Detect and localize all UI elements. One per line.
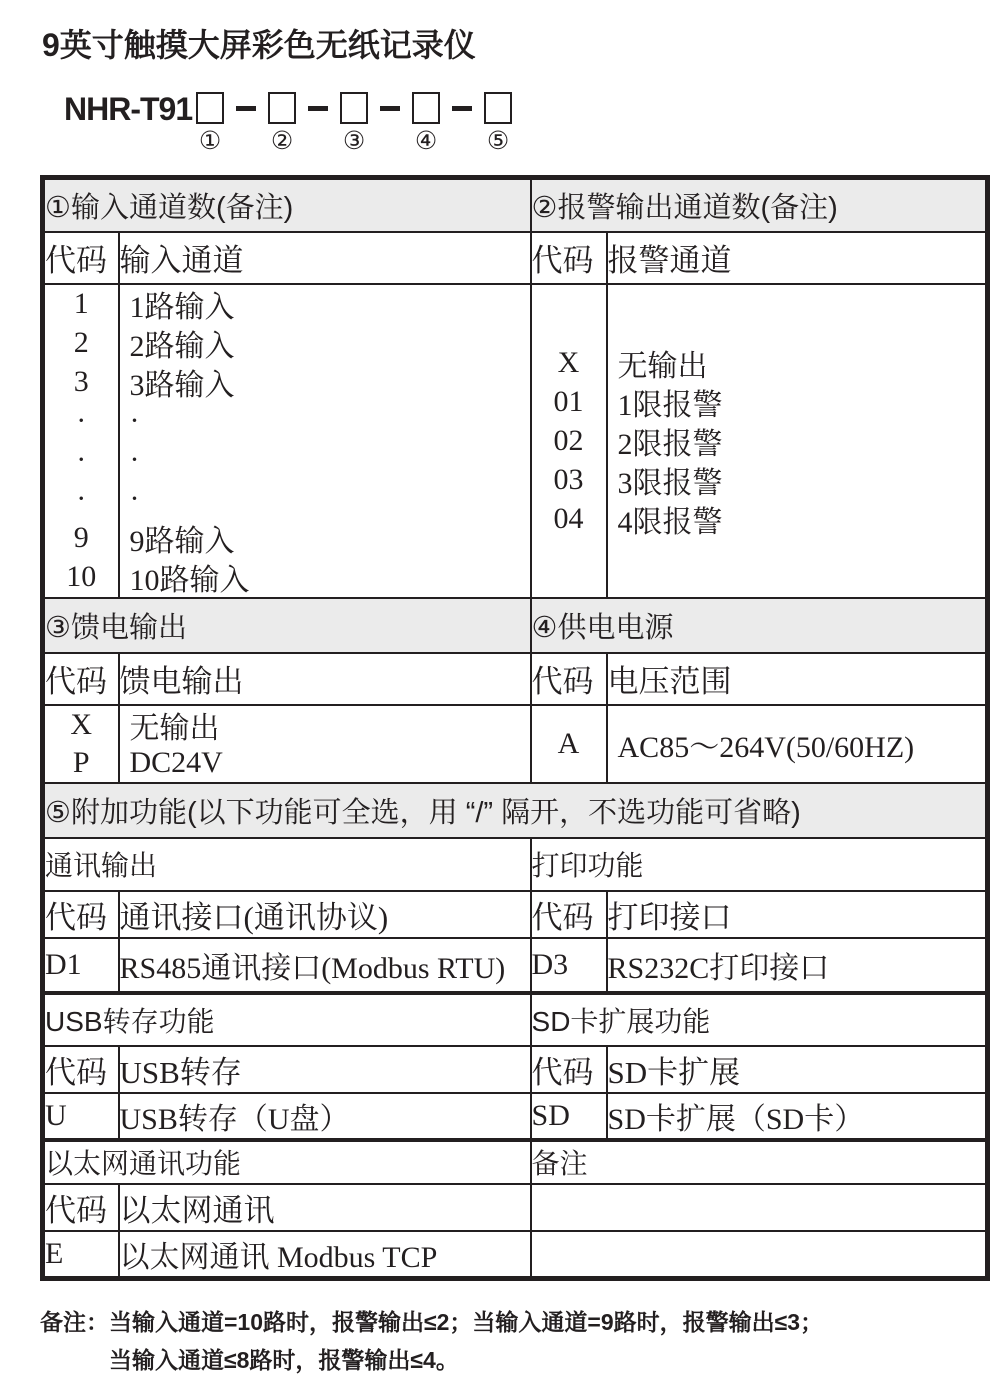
print-code: D3 bbox=[531, 938, 607, 993]
slot-number-4: ④ bbox=[414, 128, 438, 155]
usb-col-desc: USB转存 bbox=[119, 1046, 531, 1093]
sd-code: SD bbox=[531, 1093, 607, 1140]
footnote-lines bbox=[109, 1303, 823, 1379]
usb-subheader: USB转存功能 bbox=[43, 993, 531, 1046]
print-col-code: 代码 bbox=[531, 891, 607, 938]
remark-empty-cell bbox=[531, 1184, 988, 1231]
model-slot-2 bbox=[268, 92, 296, 155]
table-cell: 4限报警 bbox=[617, 505, 723, 539]
table-cell: 03 bbox=[553, 462, 584, 496]
section2-header: ②报警输出通道数(备注) bbox=[531, 178, 988, 232]
table-cell: 2限报警 bbox=[617, 427, 723, 461]
slot-number-3: ③ bbox=[342, 128, 366, 155]
page-title: 9英寸触摸大屏彩色无纸记录仪 bbox=[42, 27, 476, 63]
table-cell: 1限报警 bbox=[617, 388, 723, 422]
eth-code: E bbox=[43, 1231, 119, 1279]
footnote-label: 备注： bbox=[40, 1309, 109, 1335]
table-cell: 1路输入 bbox=[129, 291, 235, 324]
comm-code: D1 bbox=[43, 938, 119, 993]
sd-col-desc: SD卡扩展 bbox=[607, 1046, 988, 1093]
s1-descs-cell bbox=[119, 284, 531, 598]
ellipsis-dot: · bbox=[129, 482, 140, 515]
s4-codes-cell bbox=[531, 705, 607, 783]
dash-separator bbox=[380, 106, 400, 111]
ellipsis-dot: · bbox=[76, 443, 87, 476]
table-cell: A bbox=[557, 726, 580, 760]
model-slot-4 bbox=[412, 92, 440, 155]
footnote-line-1: 当输入通道=10路时，报警输出≤2；当输入通道=9路时，报警输出≤3； bbox=[109, 1309, 824, 1335]
s2-codes-cell bbox=[531, 284, 607, 598]
s4-descs-cell bbox=[607, 705, 988, 783]
dash-separator bbox=[452, 106, 472, 111]
print-desc: RS232C打印接口 bbox=[607, 938, 988, 993]
s3-col-desc: 馈电输出 bbox=[119, 653, 531, 705]
table-cell: 04 bbox=[553, 501, 584, 535]
usb-desc: USB转存（U盘） bbox=[119, 1093, 531, 1140]
s2-col-desc: 报警通道 bbox=[607, 232, 988, 284]
sd-subheader: SD卡扩展功能 bbox=[531, 993, 988, 1046]
model-slot-5 bbox=[484, 92, 512, 155]
s4-col-desc: 电压范围 bbox=[607, 653, 988, 705]
table-cell: 无输出 bbox=[617, 349, 708, 383]
ethernet-subheader: 以太网通讯功能 bbox=[43, 1140, 531, 1184]
table-cell: 9路输入 bbox=[129, 525, 235, 558]
sd-desc: SD卡扩展（SD卡） bbox=[607, 1093, 988, 1140]
table-cell: DC24V bbox=[129, 745, 223, 779]
s2-col-code: 代码 bbox=[531, 232, 607, 284]
table-cell: 10路输入 bbox=[129, 564, 250, 597]
comm-desc: RS485通讯接口(Modbus RTU) bbox=[119, 938, 531, 993]
section1-header: ①输入通道数(备注) bbox=[43, 178, 531, 232]
s1-col-code: 代码 bbox=[43, 232, 119, 284]
model-slot-box bbox=[268, 92, 296, 124]
model-slot-1 bbox=[196, 92, 224, 155]
slot-number-5: ⑤ bbox=[486, 128, 510, 155]
eth-col-desc: 以太网通讯 bbox=[119, 1184, 531, 1231]
eth-desc: 以太网通讯 Modbus TCP bbox=[119, 1231, 531, 1279]
table-cell: 9 bbox=[73, 521, 89, 554]
ellipsis-dot: · bbox=[76, 404, 87, 437]
s1-col-desc: 输入通道 bbox=[119, 232, 531, 284]
s3-codes-cell bbox=[43, 705, 119, 783]
section4-header: ④供电电源 bbox=[531, 598, 988, 653]
model-prefix: NHR-T91 bbox=[64, 91, 193, 127]
table-cell: 10 bbox=[66, 560, 97, 593]
slot-number-1: ① bbox=[198, 128, 222, 155]
section5-header: ⑤附加功能(以下功能可全选，用 “/” 隔开，不选功能可省略) bbox=[43, 783, 988, 838]
slot-number-2: ② bbox=[270, 128, 294, 155]
section3-header: ③馈电输出 bbox=[43, 598, 531, 653]
comm-col-code: 代码 bbox=[43, 891, 119, 938]
ellipsis-dot: · bbox=[129, 404, 140, 437]
dash-separator bbox=[236, 106, 256, 111]
comm-subheader: 通讯输出 bbox=[43, 838, 531, 891]
s1-codes-cell bbox=[43, 284, 119, 598]
s4-col-code: 代码 bbox=[531, 653, 607, 705]
remark-subheader: 备注 bbox=[531, 1140, 988, 1184]
model-slot-3 bbox=[340, 92, 368, 155]
spec-table bbox=[40, 175, 990, 1281]
table-cell: 02 bbox=[553, 423, 584, 457]
footnote-line-2: 当输入通道≤8路时，报警输出≤4。 bbox=[109, 1347, 459, 1373]
print-subheader: 打印功能 bbox=[531, 838, 988, 891]
usb-col-code: 代码 bbox=[43, 1046, 119, 1093]
model-slot-box bbox=[412, 92, 440, 124]
footnote bbox=[40, 1303, 990, 1379]
table-cell: 3路输入 bbox=[129, 369, 235, 402]
eth-col-code: 代码 bbox=[43, 1184, 119, 1231]
comm-col-desc: 通讯接口(通讯协议) bbox=[119, 891, 531, 938]
table-cell: 01 bbox=[553, 384, 584, 418]
table-cell: 2路输入 bbox=[129, 330, 235, 363]
usb-code: U bbox=[43, 1093, 119, 1140]
print-col-desc: 打印接口 bbox=[607, 891, 988, 938]
s3-col-code: 代码 bbox=[43, 653, 119, 705]
table-cell: 无输出 bbox=[129, 711, 220, 745]
table-cell: AC85～264V(50/60HZ) bbox=[617, 730, 915, 764]
table-cell: X bbox=[70, 707, 93, 741]
table-cell: 3 bbox=[73, 365, 89, 398]
remark-empty-cell bbox=[531, 1231, 988, 1279]
s3-descs-cell bbox=[119, 705, 531, 783]
ellipsis-dot: · bbox=[129, 443, 140, 476]
table-cell: 2 bbox=[73, 326, 89, 359]
sd-col-code: 代码 bbox=[531, 1046, 607, 1093]
model-slot-box bbox=[340, 92, 368, 124]
ellipsis-dot: · bbox=[76, 482, 87, 515]
table-cell: X bbox=[557, 345, 580, 379]
table-cell: 1 bbox=[73, 287, 89, 320]
model-code-line bbox=[64, 92, 990, 155]
model-slot-box bbox=[196, 92, 224, 124]
table-cell: 3限报警 bbox=[617, 466, 723, 500]
table-cell: P bbox=[72, 745, 90, 779]
s2-descs-cell bbox=[607, 284, 988, 598]
model-slot-box bbox=[484, 92, 512, 124]
dash-separator bbox=[308, 106, 328, 111]
